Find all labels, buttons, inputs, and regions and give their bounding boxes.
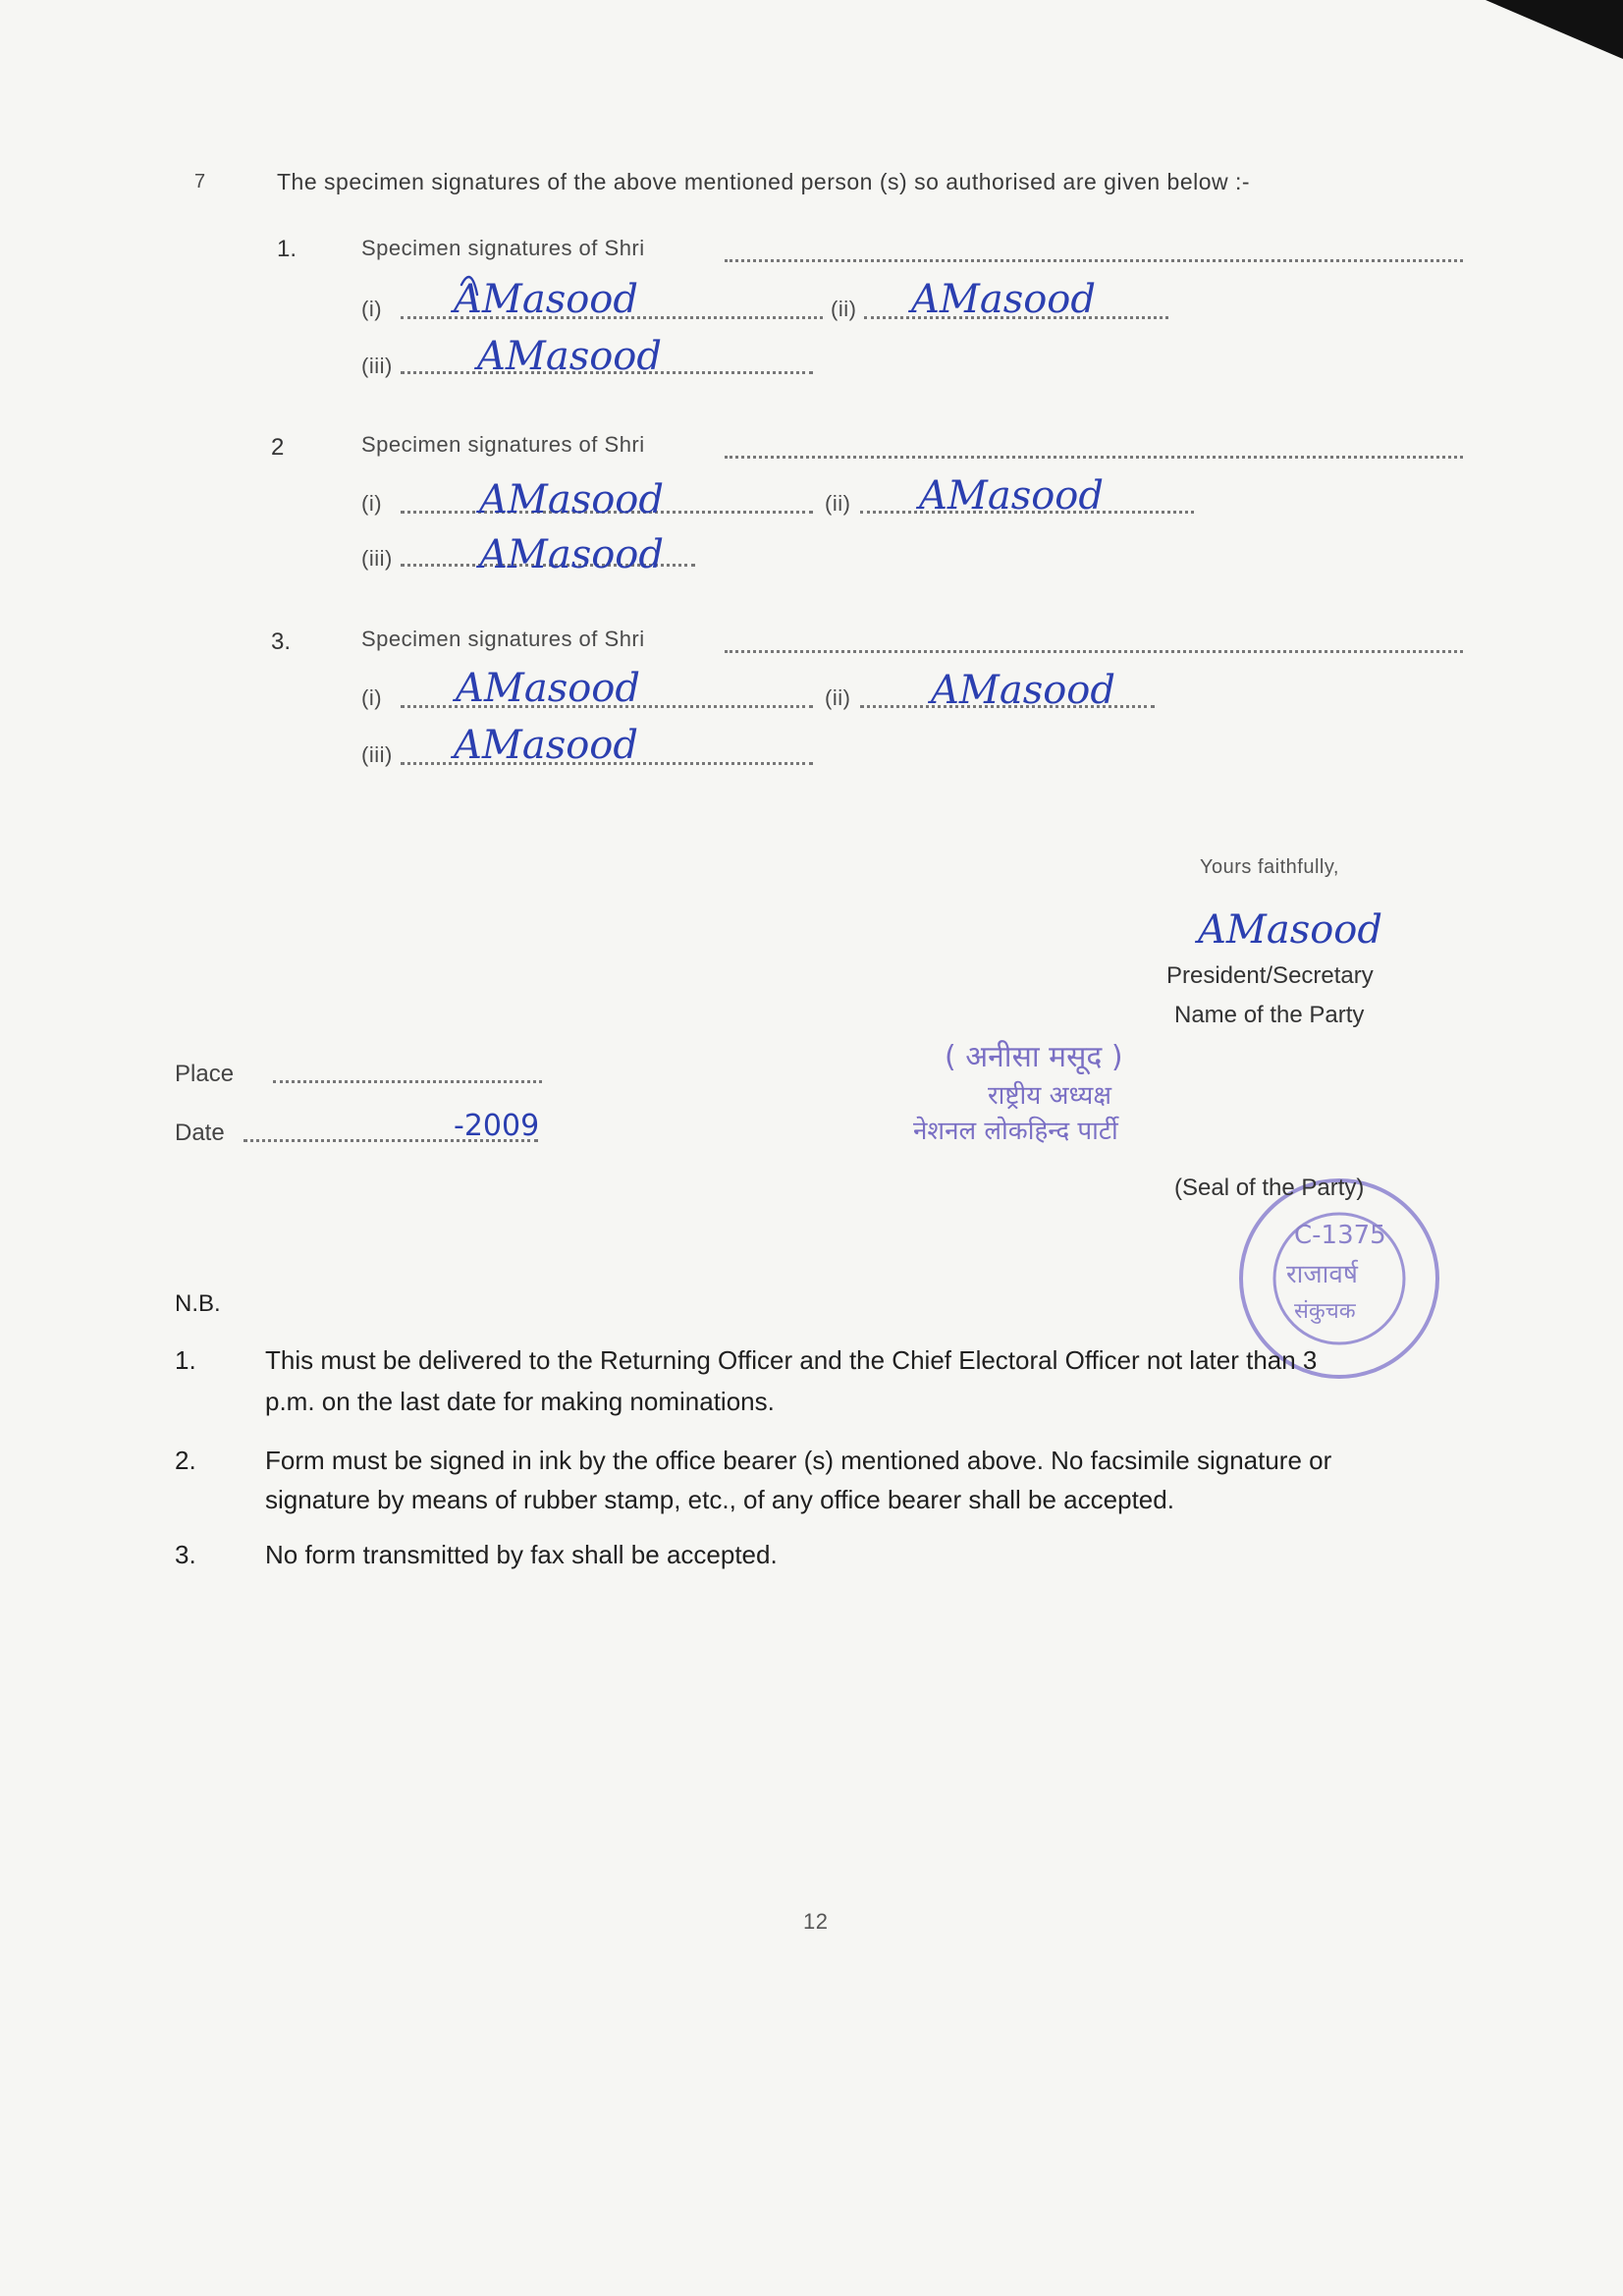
block-label: Specimen signatures of Shri	[361, 432, 645, 457]
header-line: The specimen signatures of the above mentioned person (s) so authorised are given below :-	[277, 169, 1251, 194]
date-label: Date	[175, 1120, 225, 1146]
closing-role: President/Secretary	[1166, 962, 1374, 989]
note-number: 2.	[175, 1446, 196, 1475]
block-label: Specimen signatures of Shri	[361, 236, 645, 260]
closing-yours: Yours faithfully,	[1200, 856, 1339, 878]
place-label: Place	[175, 1061, 235, 1087]
sub-label-ii: (ii)	[831, 297, 857, 321]
stamp-title-line: राष्ट्रीय अध्यक्ष	[988, 1081, 1111, 1111]
svg-text:AMasood: AMasood	[911, 277, 1096, 322]
note-line: p.m. on the last date for making nominations.	[265, 1387, 775, 1416]
date-value: -2009	[454, 1109, 540, 1143]
block-number: 1.	[277, 236, 298, 262]
note-number: 3.	[175, 1540, 196, 1569]
svg-text:AMasood: AMasood	[454, 277, 638, 322]
block-number: 2	[271, 434, 285, 461]
svg-text:AMasood: AMasood	[479, 532, 664, 577]
stamp-name-line: ( अनीसा मसूद )	[945, 1040, 1123, 1074]
sub-label-i: (i)	[361, 491, 383, 516]
seal-label: (Seal of the Party)	[1174, 1175, 1365, 1201]
stamp-party-line: नेशनल लोकहिन्द पार्टी	[913, 1117, 1118, 1146]
svg-text:AMasood: AMasood	[931, 668, 1115, 713]
nb-label: N.B.	[175, 1290, 221, 1317]
seal-line-2: संकुचक	[1294, 1299, 1356, 1324]
svg-text:AMasood: AMasood	[919, 473, 1104, 519]
sub-label-i: (i)	[361, 297, 383, 321]
seal-line-1: राजावर्ष	[1286, 1260, 1358, 1289]
svg-text:AMasood: AMasood	[454, 723, 638, 768]
svg-text:AMasood: AMasood	[477, 334, 662, 379]
item-marker: 7	[194, 171, 206, 192]
note-line: Form must be signed in ink by the office bearer (s) mentioned above. No facsimile signature or	[265, 1446, 1332, 1475]
sub-label-iii: (iii)	[361, 742, 393, 767]
sub-label-ii: (ii)	[825, 491, 851, 516]
note-line: No form transmitted by fax shall be accepted.	[265, 1540, 778, 1569]
sub-label-ii: (ii)	[825, 685, 851, 710]
block-number: 3.	[271, 629, 292, 655]
svg-text:AMasood: AMasood	[479, 477, 664, 522]
note-line: signature by means of rubber stamp, etc., of any office bearer shall be accepted.	[265, 1485, 1174, 1514]
note-line: This must be delivered to the Returning Officer and the Chief Electoral Officer not later than 3	[265, 1345, 1318, 1375]
svg-text:AMasood: AMasood	[1198, 907, 1382, 953]
page-number: 12	[803, 1909, 829, 1934]
sub-label-iii: (iii)	[361, 354, 393, 378]
block-label: Specimen signatures of Shri	[361, 627, 645, 651]
party-name-label: Name of the Party	[1174, 1002, 1365, 1028]
sub-label-i: (i)	[361, 685, 383, 710]
note-number: 1.	[175, 1345, 196, 1375]
sub-label-iii: (iii)	[361, 546, 393, 571]
seal-code: C-1375	[1294, 1221, 1386, 1250]
svg-text:AMasood: AMasood	[456, 666, 640, 711]
